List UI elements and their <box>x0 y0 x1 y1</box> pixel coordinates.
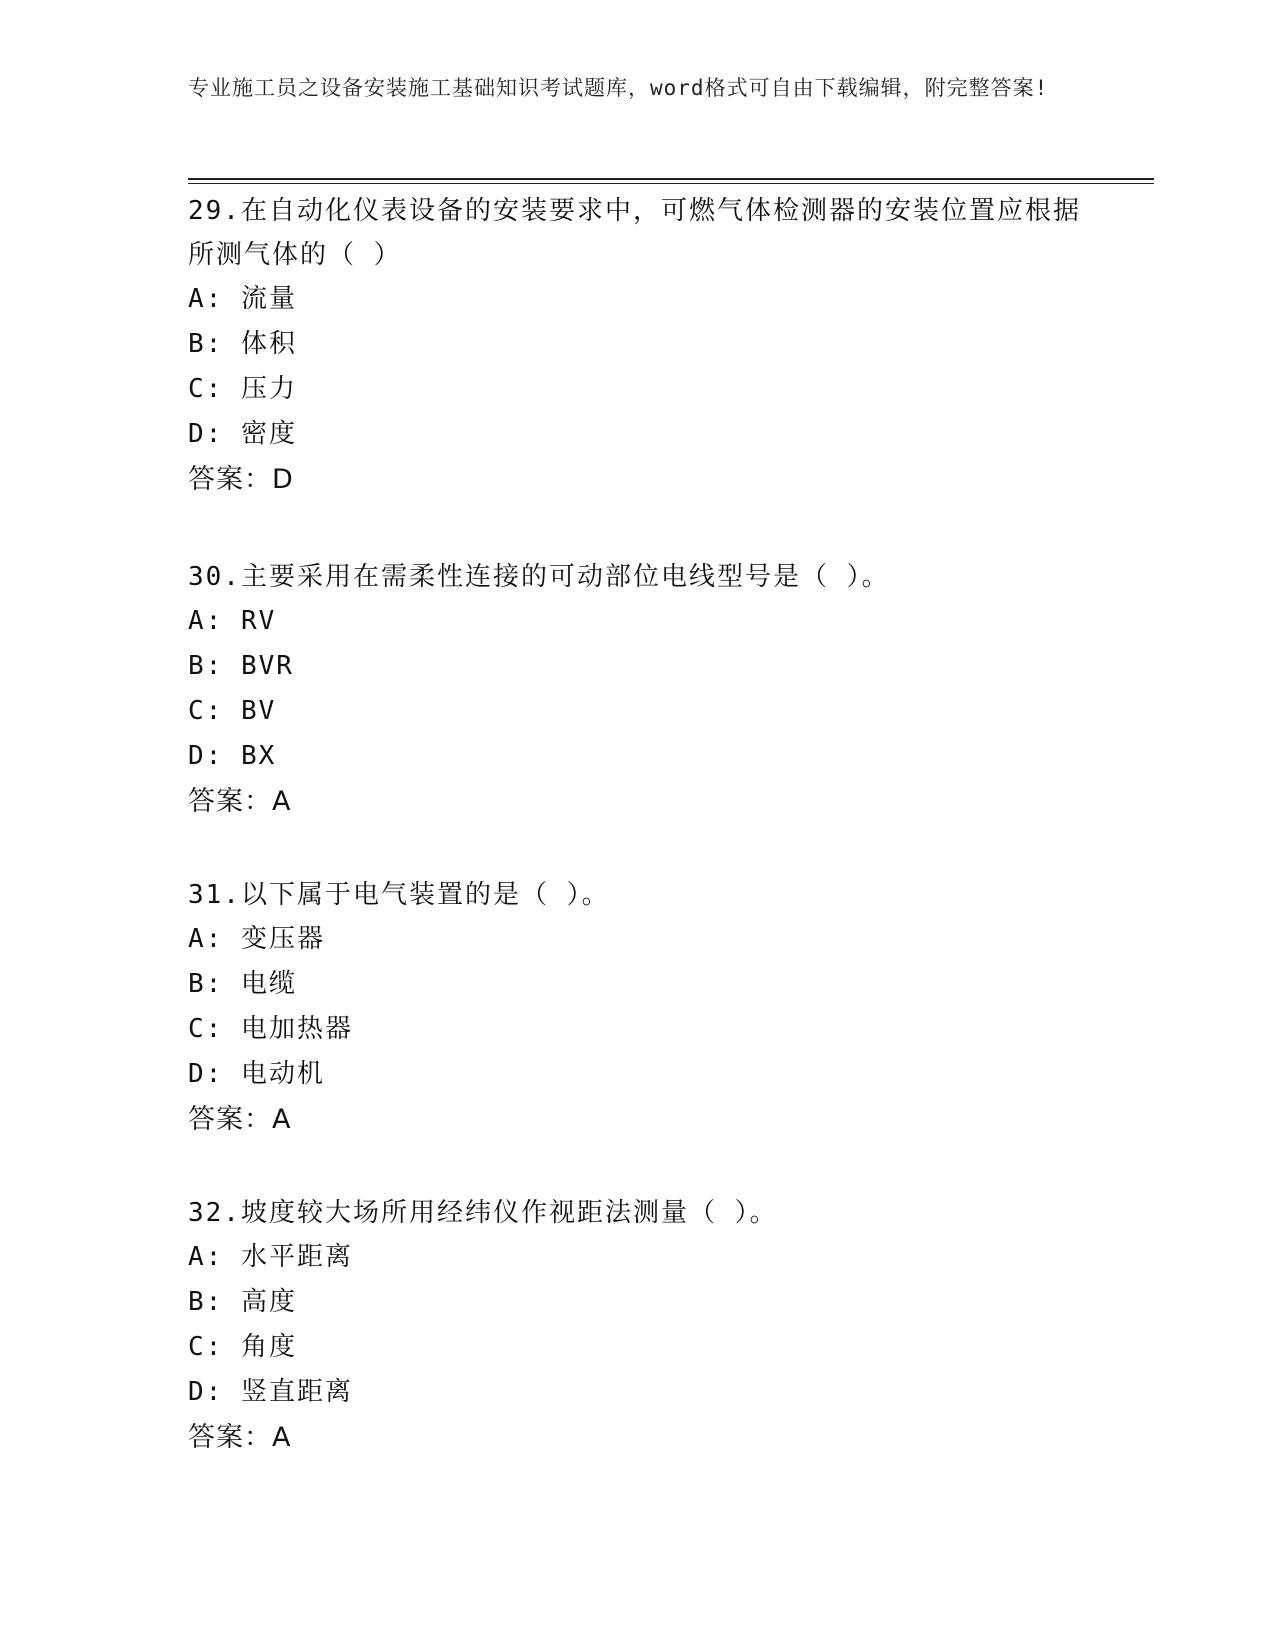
option-c: C: 电加热器 <box>188 1014 353 1044</box>
option-b: B: 体积 <box>188 329 297 359</box>
option-d: D: BX <box>188 741 277 771</box>
answer: 答案：A <box>188 786 292 817</box>
option-a: A: 水平距离 <box>188 1242 353 1272</box>
answer: 答案：A <box>188 1104 292 1135</box>
option-b: B: BVR <box>188 651 294 681</box>
option-b: B: 高度 <box>188 1287 297 1317</box>
option-a: A: 变压器 <box>188 924 325 954</box>
question-31 <box>188 873 1088 1143</box>
answer: 答案：D <box>188 464 294 495</box>
header-divider-thin <box>188 183 1154 184</box>
option-d: D: 密度 <box>188 419 297 449</box>
option-a: A: RV <box>188 606 277 636</box>
option-a: A: 流量 <box>188 284 297 314</box>
option-d: D: 电动机 <box>188 1059 325 1089</box>
option-d: D: 竖直距离 <box>188 1377 353 1407</box>
answer: 答案：A <box>188 1422 292 1453</box>
question-stem: 30.主要采用在需柔性连接的可动部位电线型号是（ ）。 <box>188 562 890 592</box>
option-c: C: BV <box>188 696 277 726</box>
question-stem: 31.以下属于电气装置的是（ ）。 <box>188 880 610 910</box>
question-32 <box>188 1191 1088 1461</box>
question-30 <box>188 555 1088 825</box>
question-stem: 32.坡度较大场所用经纬仪作视距法测量（ ）。 <box>188 1198 778 1228</box>
option-c: C: 角度 <box>188 1332 297 1362</box>
header-divider <box>188 178 1154 180</box>
option-b: B: 电缆 <box>188 969 297 999</box>
question-29 <box>188 189 1088 503</box>
document-header: 专业施工员之设备安装施工基础知识考试题库，word格式可自由下载编辑，附完整答案! <box>188 76 1049 100</box>
question-stem: 29.在自动化仪表设备的安装要求中，可燃气体检测器的安装位置应根据所测气体的（ ） <box>188 196 1081 270</box>
option-c: C: 压力 <box>188 374 297 404</box>
